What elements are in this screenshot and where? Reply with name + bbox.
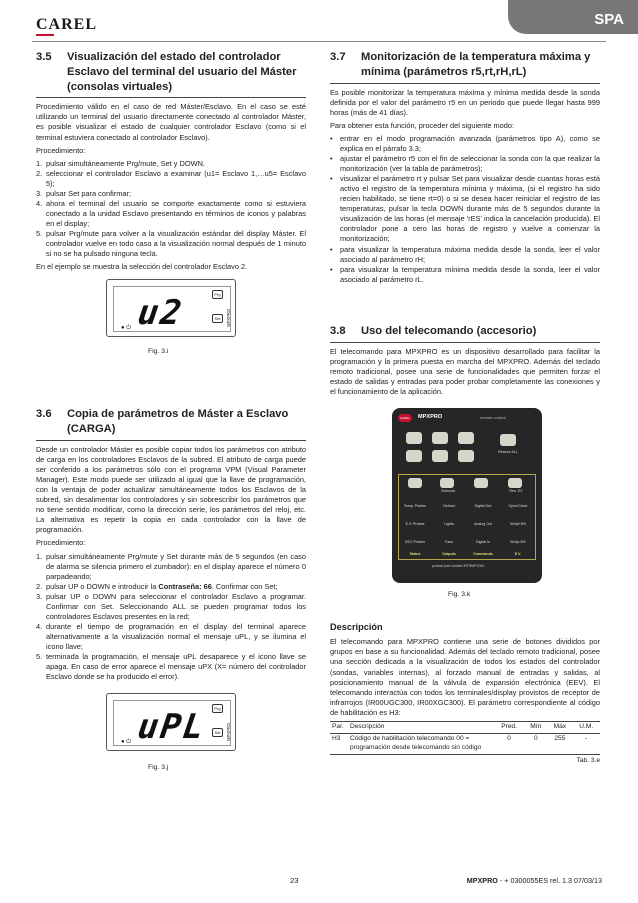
- figure-caption: Fig. 3.j: [148, 764, 169, 772]
- language-tab: SPA: [508, 0, 638, 34]
- remote-label: Ith/dp+5%: [509, 521, 527, 526]
- lcd-digits: uPL: [135, 707, 209, 748]
- sec35-proc-label: Procedimiento:: [36, 145, 86, 155]
- sec37-intro: Es posible monitorizar la temperatura máxima y mínima medida desde la sonda definida por el valor del parámetro r5 en un periodo que puede llegar hasta 999 horas (más de 41 días).: [330, 87, 600, 117]
- power-icon: ● ⏻: [121, 325, 132, 332]
- remote-group-label: Status: [409, 551, 421, 556]
- table-caption: Tab. 3.e: [576, 756, 600, 764]
- description-heading: Descripción: [330, 621, 383, 632]
- remote-label: Solenoid: [441, 488, 455, 493]
- section-number: 3.5: [36, 51, 52, 63]
- table-cell: 255: [547, 733, 572, 754]
- restore-key: [500, 434, 516, 446]
- column-header: Mín: [524, 721, 547, 733]
- lcd-display: [106, 279, 236, 337]
- remote-key: [432, 432, 448, 444]
- list-item: 4. ahora el terminal del usuario se comporte exactamente como si estuviera conectado a la unidad Esclavo presentando en términos de iconos y palabras en el display;: [36, 198, 306, 229]
- remote-label: Ith/dp-5%: [510, 539, 526, 544]
- figure-3-j: [36, 685, 306, 775]
- page-number: 23: [290, 876, 299, 885]
- remote-label: Digital In: [476, 539, 490, 544]
- list-item: 3. pulsar UP o DOWN para seleccionar el controlador Esclavo a programar. Confirmar con Set. Seleccionando ALL se pueden programar todos los controladores Esclavos presentes en la red;: [36, 591, 306, 621]
- sec37-bullets: [330, 134, 600, 285]
- section-title: Copia de parámetros de Máster a Esclavo (CARGA): [67, 408, 289, 436]
- remote-control-illustration: [392, 408, 542, 583]
- column-header: Descripción: [348, 721, 494, 733]
- list-item: 4. durante el tiempo de programación en el display del terminal aparece alternativamente a la visualización normal el mensaje uPL, y se ilumina el icono llave;: [36, 621, 306, 652]
- remote-key: [458, 432, 474, 444]
- sec38-description: El telecomando para MPXPRO contiene una serie de botones divididos por grupos en base a su funcionalidad. Además del teclado remoto tradicional, posee una sección dedicada a la visualización de todos los estados del controlador (sondas, variables internas), al forzado manual de entradas y salidas, al posicionamiento manual de la válvula de expansión electrónica (EEV). El telecomando interactúa con todos los terminales/display provistos de receptor de infrarrojos (IR00UGC300, IR00XGC300). El parámetro correspondiente al código de habilitación es H3:: [330, 637, 600, 717]
- table-header-row: [330, 721, 600, 733]
- sec35-example: En el ejemplo se muestra la selección del controlador Esclavo 2.: [36, 262, 248, 272]
- power-icon: ● ⏻: [121, 739, 132, 746]
- carel-logo: CAREL: [36, 16, 98, 33]
- figure-3-i: [36, 275, 306, 367]
- section-number: 3.7: [330, 51, 346, 63]
- sec37-proc-intro: Para obtener esta función, proceder del siguiente modo:: [330, 120, 515, 130]
- document-reference: MPXPRO - + 0300055ES rel. 1.3 07/03/13: [466, 876, 602, 885]
- sec35-steps: [36, 159, 306, 260]
- remote-group-label: Commands: [473, 551, 493, 556]
- section-title: Visualización del estado del controlador Esclavo del terminal del usuario del Máster (consolas virtuales): [67, 51, 297, 93]
- remote-subtitle: remote control: [480, 414, 506, 420]
- table-cell: H3: [330, 733, 348, 754]
- remote-label: Lights: [444, 521, 454, 526]
- remote-label: E.V. Probes: [405, 521, 425, 526]
- sec35-intro: Procedimiento válido en el caso de red Máster/Esclavo. En el caso se esté utilizando un terminal del usuario directamente conectado al controlador Máster, es posible visualizar el estado de cualquier controlador Esclavo (como si el terminal estuviera conectado al controlador Esclavo).: [36, 102, 306, 142]
- figure-caption: Fig. 3.k: [448, 590, 471, 598]
- lcd-side-label: MPXPRO: [226, 309, 231, 328]
- lcd-digits: u2: [135, 293, 186, 334]
- page-footer: [0, 866, 638, 894]
- list-item: • para visualizar la temperatura máxima medida desde la sonda, leer el valor asociado al parámetro rH;: [330, 244, 600, 264]
- remote-label: Analog Out: [474, 521, 492, 526]
- figure-caption: Fig. 3.i: [148, 348, 169, 356]
- remote-label: EEC Probes: [405, 539, 425, 544]
- remote-label: Digital Out: [474, 503, 492, 508]
- section-number: 3.6: [36, 408, 52, 421]
- section-number: 3.8: [330, 324, 346, 337]
- list-item: 2. pulsar UP o DOWN e introducir la Contraseña: 66. Confirmar con Set;: [36, 581, 278, 591]
- remote-label: Res. EV: [509, 488, 523, 493]
- sec36-steps: [36, 552, 306, 683]
- column-header: Par.: [330, 721, 348, 733]
- list-item: 5. pulsar Prg/mute para volver a la visualización estándar del display Máster. El controlador vuelve en todo caso a la visualización normal después de 1 minuto si no se ha pulsado ninguna tecla.: [36, 229, 306, 259]
- remote-label: Defrost: [443, 503, 455, 508]
- table-row: [330, 733, 600, 754]
- remote-key: [432, 450, 448, 462]
- column-header: Pred.: [494, 721, 524, 733]
- table-cell: -: [573, 733, 601, 754]
- list-item: • entrar en el modo programación avanzada (parámetros tipo A), como se explica en el párrafo 3.3;: [330, 133, 600, 153]
- remote-label: Fans: [445, 539, 453, 544]
- set-key: Set: [212, 728, 223, 737]
- section-3-8-heading: [330, 324, 600, 343]
- remote-label: Open/Close: [508, 503, 528, 508]
- sec36-proc-label: Procedimiento:: [36, 538, 86, 548]
- section-3-5-heading: [36, 50, 306, 98]
- list-item: 1. pulsar simultáneamente Prg/mute, Set y DOWN.: [36, 158, 205, 168]
- table-cell: 0: [524, 733, 547, 754]
- remote-key: [458, 450, 474, 462]
- right-column: [330, 50, 600, 769]
- figure-3-k: [330, 400, 600, 605]
- section-title: Uso del telecomando (accesorio): [361, 324, 537, 337]
- section-title: Monitorización de la temperatura máxima y mínima (parámetros r5,rt,rH,rL): [361, 51, 591, 78]
- sec36-intro: Desde un controlador Máster es posible copiar todos los parámetros con atributo de carga en los controladores Esclavos de la subred. El atributo de carga puede ser conferido a los parámetros sólo con el programa VPM (Visual Parameter Manager). Este modo puede ser utilizado al igual que la llave de programación, con la ventaja de poder actualizar simultáneamente todos los Esclavos de la subred, sin desalimentar los controladores y sin sobrescribir los parámetros que no tiene sentido modificar, como la dirección serie, los parámetros del reloj, etc. La alternativa es repetir la copia en cada controlador con la llave de programación.: [36, 444, 306, 535]
- remote-title: MPXPRO: [418, 413, 443, 420]
- table-cell: Código de habilitación telecomando 00 = programación desde telecomando sin código: [348, 733, 494, 754]
- prg-key: Prg: [212, 704, 223, 713]
- section-3-7-heading: [330, 50, 600, 84]
- remote-key: [408, 478, 422, 488]
- remote-key: [508, 478, 522, 488]
- top-rule: [32, 41, 606, 42]
- logo-rule: [36, 34, 54, 36]
- remote-label: Temp. Probes: [403, 503, 427, 508]
- column-header: U.M.: [573, 721, 601, 733]
- remote-key: [440, 478, 454, 488]
- remote-logo: CAREL: [399, 415, 410, 420]
- remote-product-code: product part number IRTRMPX000: [432, 563, 485, 568]
- prg-key: Prg: [212, 290, 223, 299]
- list-item: • para visualizar la temperatura mínima medida desde la sonda, leer el valor asociado al parámetro rL.: [330, 264, 600, 284]
- parameter-table: [330, 721, 600, 755]
- remote-key: [474, 478, 488, 488]
- list-item: 5. terminada la programación, el mensaje uPL desaparece y el icono llave se apaga. En caso de error aparece el mensaje uPX (X= número del controlador Esclavo donde se ha producido el error).: [36, 652, 306, 682]
- list-item: • visualizar el parámetro rt y pulsar Set para visualizar desde cuantas horas está activo el registro de la temperatura mínima y máxima, (si el registro ha sido recien habilitado, se tiene rt=0) o si se desea hacer reiniciar el registro de las temperaturas, pulsar la tecla DOWN durante más de 5 segundos durante la visualización de las horas (el mensaje 'rES' indica la cancelación producida). El controlador pone a cero las horas de registro y vuelve a comenzar la monitorización;: [330, 174, 600, 244]
- lcd-display: [106, 693, 236, 751]
- remote-group-label: E.V.: [514, 551, 522, 556]
- remote-key: [406, 432, 422, 444]
- remote-group-label: Outputs: [442, 551, 456, 556]
- lcd-side-label: MPXPRO: [226, 723, 231, 742]
- restore-label: Restore ALL: [498, 449, 518, 454]
- set-key: Set: [212, 314, 223, 323]
- list-item: 1. pulsar simultáneamente Prg/mute y Set durante más de 5 segundos (en caso de alarma se silencia primero el zumbador): en el display aparece el número 0 parpadeando;: [36, 551, 306, 581]
- list-item: 2. seleccionar el controlador Esclavo a examinar (u1= Esclavo 1,…u5= Esclavo 5);: [36, 168, 306, 188]
- sec38-intro: El telecomando para MPXPRO es un dispositivo desarrollado para facilitar la programación y la primera puesta en marcha del MPXPRO. Además del teclado remoto tradicional, posee una serie de funcionalidades que permiten forzar el estado de salidas y entradas para poder probar completamente las conexiones y el funcionamiento de la aplicación.: [330, 346, 600, 396]
- list-item: • ajustar el parámetro r5 con el fin de seleccionar la sonda con la que realizar la monitorización (ver la tabla de parámetros);: [330, 153, 600, 173]
- list-item: 3. pulsar Set para confirmar;: [36, 188, 132, 198]
- table-cell: 0: [494, 733, 524, 754]
- section-3-6-heading: [36, 407, 306, 441]
- left-column: [36, 50, 306, 775]
- remote-key: [406, 450, 422, 462]
- column-header: Máx: [547, 721, 572, 733]
